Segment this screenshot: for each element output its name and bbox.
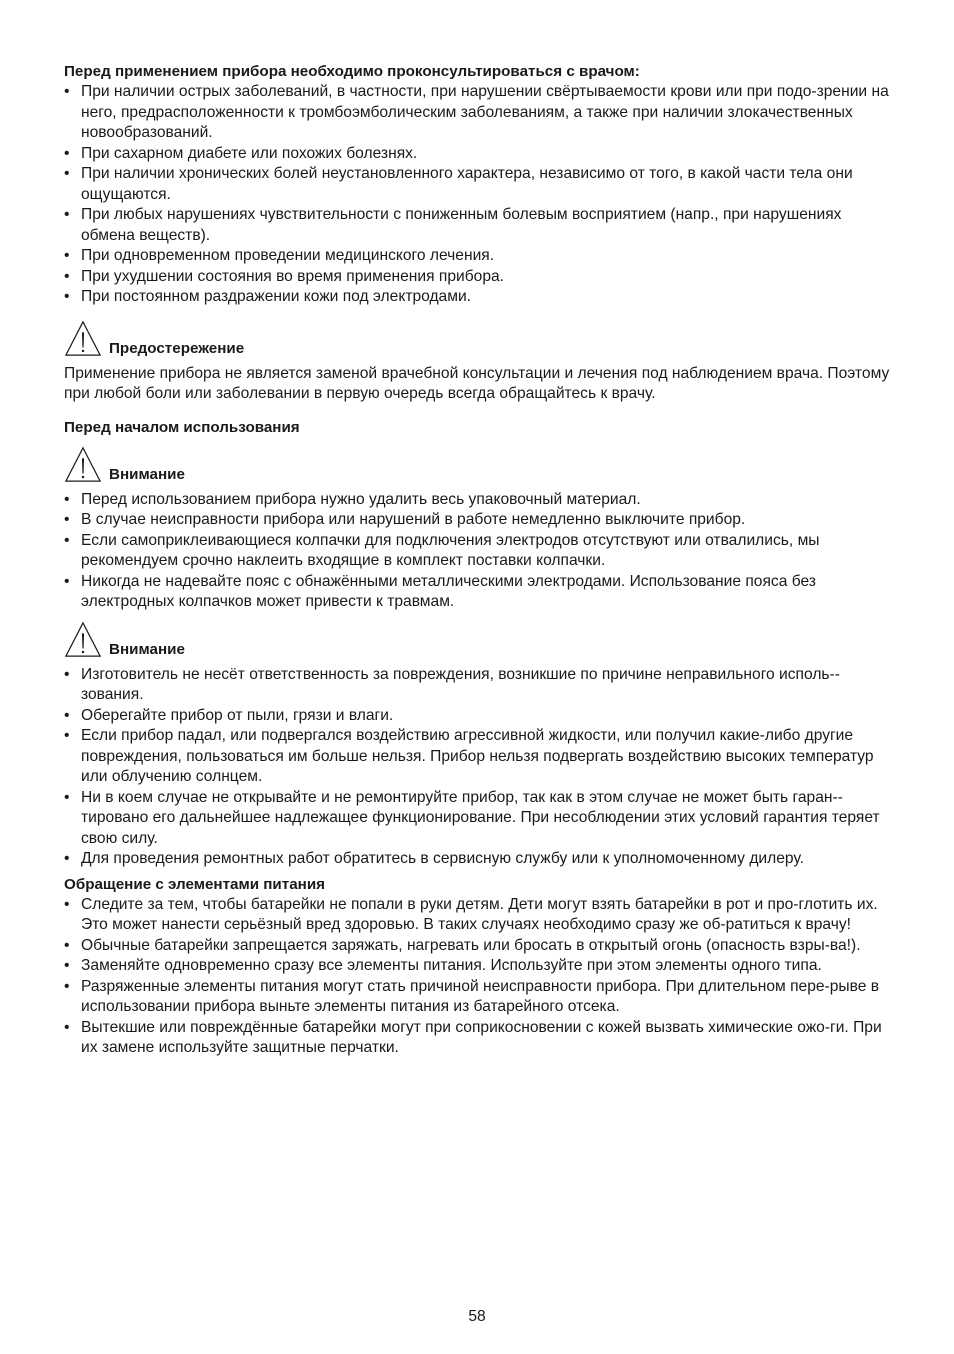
list-item-text: При наличии хронических болей неустановленного характера, независимо от того, в какой части тела они ощущаются. bbox=[81, 165, 853, 203]
document-page bbox=[64, 62, 894, 1059]
bullet: • bbox=[64, 1018, 70, 1036]
list-item-text: Для проведения ремонтных работ обратитесь в сервисную службу или к уполномоченному дилеру. bbox=[81, 850, 804, 867]
list-item bbox=[64, 1018, 894, 1059]
bullet: • bbox=[64, 706, 70, 724]
attention-heading bbox=[64, 619, 894, 659]
list-item bbox=[64, 726, 894, 788]
bullet: • bbox=[64, 665, 70, 683]
bullet: • bbox=[64, 511, 70, 528]
bullet: • bbox=[64, 957, 70, 974]
bullet: • bbox=[64, 165, 70, 182]
list-item-text: Перед использованием прибора нужно удалить весь упаковочный материал. bbox=[81, 490, 641, 508]
warning-text: Применение прибора не является заменой врачебной консультации и лечения под наблюдением врача. Поэтому при любой боли или заболевании в первую очередь всегда обращайтесь к врачу. bbox=[64, 364, 890, 402]
list-item-text: При любых нарушениях чувствительности с пониженным болевым восприятием (напр., при нарушениях обмена веществ). bbox=[81, 206, 842, 244]
list-item-text: Изготовитель не несёт ответственность за повреждения, возникшие по причине неправильного исполь-зования. bbox=[81, 665, 840, 703]
warning-heading bbox=[64, 318, 894, 358]
list-item bbox=[64, 572, 894, 613]
bullet: • bbox=[64, 572, 70, 590]
warning-triangle-icon bbox=[64, 621, 102, 659]
warning-triangle-icon bbox=[64, 446, 102, 484]
list-item-text: Никогда не надевайте пояс с обнажёнными металлическими электродами. Использование пояса без электродных колпачков может привести к травмам. bbox=[81, 572, 816, 610]
bullet: • bbox=[64, 83, 70, 100]
list-item-text: Оберегайте прибор от пыли, грязи и влаги. bbox=[81, 706, 394, 724]
attention-heading bbox=[64, 444, 894, 484]
batteries-list bbox=[64, 895, 894, 1059]
bullet: • bbox=[64, 206, 70, 223]
bullet: • bbox=[64, 936, 70, 954]
section-heading-batteries: Обращение с элементами питания bbox=[64, 875, 326, 893]
list-item-text: Заменяйте одновременно сразу все элементы питания. Используйте при этом элементы одного типа. bbox=[81, 957, 822, 974]
bullet: • bbox=[64, 977, 70, 995]
bullet: • bbox=[64, 490, 70, 508]
list-item bbox=[64, 205, 894, 246]
list-item-text: Разряженные элементы питания могут стать причиной неисправности прибора. При длительном пере-рыве в использовании прибора выньте элементы питания из батарейного отсека. bbox=[81, 977, 880, 1015]
list-item bbox=[64, 665, 894, 706]
list-item bbox=[64, 164, 894, 205]
bullet: • bbox=[64, 531, 70, 549]
list-item-text: Если самоприклеивающиеся колпачки для подключения электродов отсутствуют или отвалились, мы рекомендуем срочно наклеить входящие в комплект поставки колпачки. bbox=[81, 531, 820, 569]
list-item-text: При ухудшении состояния во время применения прибора. bbox=[81, 267, 505, 285]
bullet: • bbox=[64, 144, 70, 162]
list-item-text: В случае неисправности прибора или нарушений в работе немедленно выключите прибор. bbox=[81, 511, 746, 528]
list-item-text: При наличии острых заболеваний, в частности, при нарушении свёртываемости крови или при подо-зрении на него, предрасположенности к тромбоэмболическим заболеваниям, а также при наличии злокачественных новообразований. bbox=[81, 83, 889, 141]
bullet: • bbox=[64, 895, 70, 913]
list-item-text: Ни в коем случае не открывайте и не ремонтируйте прибор, так как в этом случае не может быть гаран-тировано его дальнейшее надлежащее функционирование. При несоблюдении этих условий гарантия теряет свою силу. bbox=[81, 788, 880, 847]
list-item bbox=[64, 936, 894, 957]
list-item bbox=[64, 531, 894, 572]
list-item bbox=[64, 895, 894, 936]
list-item bbox=[64, 706, 894, 727]
list-item-text: При постоянном раздражении кожи под электродами. bbox=[81, 288, 471, 305]
attention-list bbox=[64, 490, 894, 613]
attention-title: Внимание bbox=[109, 465, 185, 483]
warning-title: Предостережение bbox=[109, 339, 245, 357]
bullet: • bbox=[64, 788, 70, 806]
list-item-text: Если прибор падал, или подвергался воздействию агрессивной жидкости, или получил какие-либо другие повреждения, пользоваться им больше нельзя. Прибор нельзя подвергать воздействию высоких температур или облучению солнцем. bbox=[81, 727, 874, 785]
list-item-text: Обычные батарейки запрещается заряжать, нагревать или бросать в открытый огонь (опасность взры-ва!). bbox=[81, 936, 861, 954]
list-item-text: Вытекшие или повреждённые батарейки могут при соприкосновении с кожей вызвать химические ожо-ги. При их замене используйте защитные перчатки. bbox=[81, 1018, 882, 1056]
list-item bbox=[64, 510, 894, 531]
list-item bbox=[64, 956, 894, 977]
list-item-text: При одновременном проведении медицинского лечения. bbox=[81, 247, 495, 264]
consult-doctor-list bbox=[64, 82, 894, 308]
list-item bbox=[64, 287, 894, 308]
list-item-text: Следите за тем, чтобы батарейки не попали в руки детям. Дети могут взять батарейки в рот и про-глотить их. Это может нанести серьёзный вред здоровью. В таких случаях необходимо сразу же об-ратиться к врачу! bbox=[81, 895, 878, 933]
list-item bbox=[64, 788, 894, 850]
page-number: 58 bbox=[468, 1308, 486, 1325]
bullet: • bbox=[64, 247, 70, 264]
list-item bbox=[64, 849, 894, 870]
section-heading-before-use: Перед началом использования bbox=[64, 418, 300, 436]
bullet: • bbox=[64, 288, 70, 305]
bullet: • bbox=[64, 850, 70, 867]
list-item-text: При сахарном диабете или похожих болезнях. bbox=[81, 144, 418, 162]
list-item bbox=[64, 490, 894, 511]
attention-title: Внимание bbox=[109, 640, 185, 658]
list-item bbox=[64, 267, 894, 288]
bullet: • bbox=[64, 727, 70, 744]
list-item bbox=[64, 144, 894, 165]
list-item bbox=[64, 246, 894, 267]
attention-list bbox=[64, 665, 894, 870]
list-item bbox=[64, 977, 894, 1018]
warning-triangle-icon bbox=[64, 320, 102, 358]
section-heading-consult-doctor: Перед применением прибора необходимо проконсультироваться с врачом: bbox=[64, 63, 640, 80]
bullet: • bbox=[64, 267, 70, 285]
list-item bbox=[64, 82, 894, 144]
